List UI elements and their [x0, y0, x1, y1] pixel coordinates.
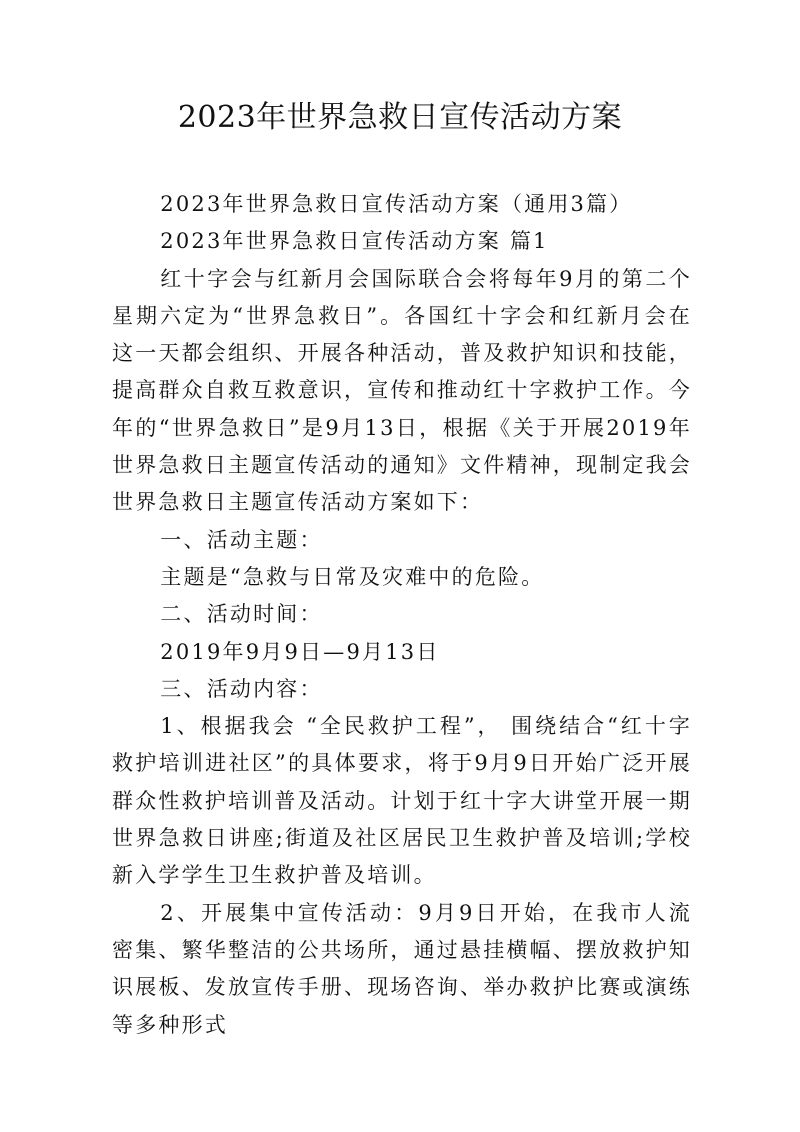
paragraph-section-heading: 2023年世界急救日宣传活动方案 篇1 — [160, 229, 549, 254]
paragraph-item-1: 1、根据我会 “全民救护工程”， 围绕结合“红十字救护培训进社区”的具体要求，将于9月9日开始广泛开展群众性救护培训普及活动。计划于红十字大讲堂开展一期世界急救日讲座;街道及社区居民卫生救护普及培训;学校新入学学生卫生救护普及培训。 — [112, 714, 692, 888]
paragraph-theme: 主题是“急救与日常及灾难中的危险。 — [160, 564, 545, 589]
paragraph-subtitle: 2023年世界急救日宣传活动方案（通用3篇） — [160, 192, 633, 216]
paragraph-time: 2019年9月9日—9月13日 — [160, 639, 440, 664]
paragraph-theme-heading: 一、活动主题： — [160, 527, 323, 552]
paragraph-time-heading: 二、活动时间： — [160, 602, 323, 627]
paragraph-item-2: 2、开展集中宣传活动：9月9日开始，在我市人流密集、繁华整洁的公共场所，通过悬挂横幅、摆放救护知识展板、发放宣传手册、现场咨询、举办救护比赛或演练等多种形式 — [112, 900, 692, 1037]
paragraph-intro: 红十字会与红新月会国际联合会将每年9月的第二个星期六定为“世界急救日”。各国红十字会和红新月会在这一天都会组织、开展各种活动，普及救护知识和技能，提高群众自救互救意识，宣传和推动红十字救护工作。今年的“世界急救日”是9月13日，根据《关于开展2019年世界急救日主题宣传活动的通知》文件精神，现制定我会世界急救日主题宣传活动方案如下： — [112, 266, 692, 515]
paragraph-content-heading: 三、活动内容： — [160, 676, 323, 701]
document-body — [112, 186, 692, 1044]
document-title: 2023年世界急救日宣传活动方案 — [177, 100, 623, 135]
